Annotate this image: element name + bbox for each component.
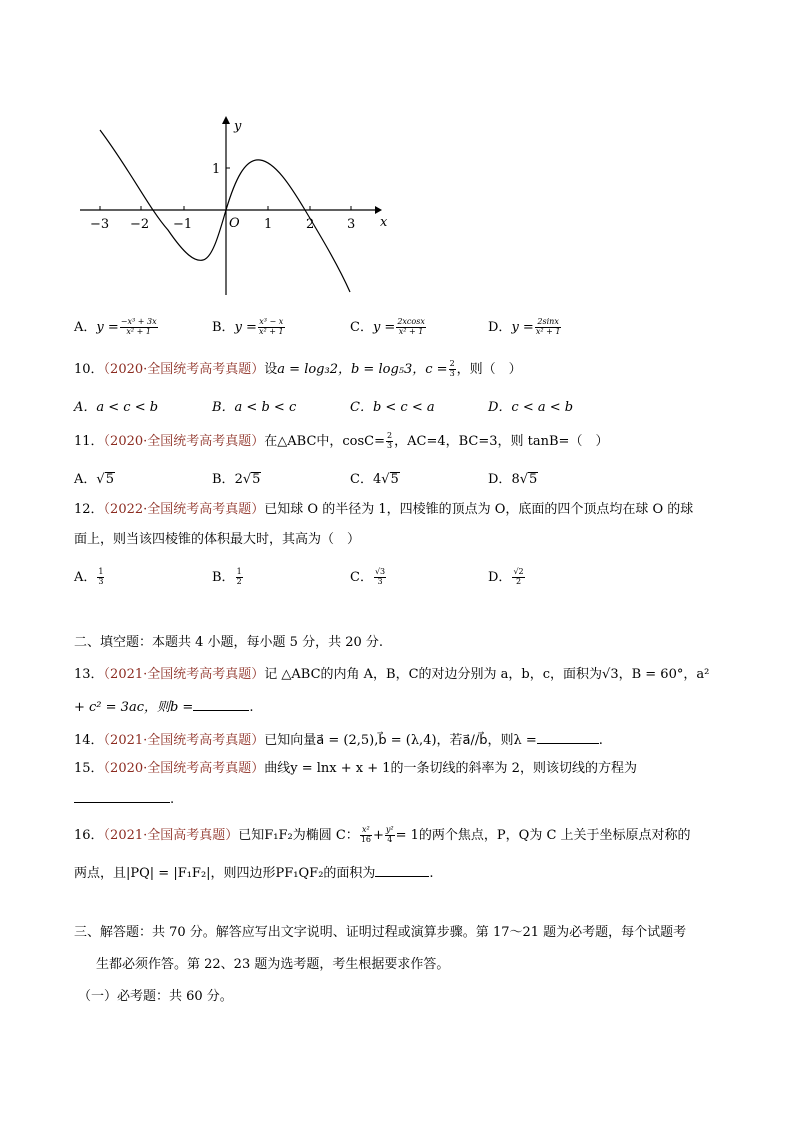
- answer-blank[interactable]: [74, 790, 170, 803]
- fraction: $\frac{2}{3}$: [449, 359, 455, 378]
- question-13-line2: + c² = 3ac，则b = .: [74, 700, 254, 715]
- function-graph: [70, 110, 400, 300]
- tick-label-3: 3: [347, 217, 356, 232]
- question-11: 11．（2020·全国统考高考真题）在△ABC中，cosC= $\frac{2}{3}$ ，AC=4，BC=3，则 tanB=（ ）: [74, 431, 609, 450]
- fraction: $\frac{2xcosx}{\text{x² + 1}}$: [397, 317, 425, 336]
- q9-option-b[interactable]: B．y = $\frac{\text{x³ − x}}{\text{x² + 1}}$: [212, 317, 284, 336]
- tick-label-1: 1: [264, 217, 273, 232]
- q9-option-d[interactable]: D．y = $\frac{2\sin x}{\text{x² + 1}}$: [488, 317, 561, 336]
- question-12-line2: 面上，则当该四棱锥的体积最大时，其高为（ ）: [74, 532, 361, 547]
- section-3-title: 三、解答题：共 70 分。解答应写出文字说明、证明过程或演算步骤。第 17～21 题为必考题，每个试题考: [74, 925, 687, 940]
- question-16-line2: 两点，且|PQ| = |F₁F₂|，则四边形PF₁QF₂的面积为 .: [74, 866, 434, 881]
- q10-option-b[interactable]: B．a < b < c: [212, 400, 297, 415]
- fraction: $\frac{\text{x²}}{16}$: [360, 825, 371, 844]
- y-axis-label: y: [234, 119, 242, 134]
- question-12: 12．（2022·全国统考高考真题）已知球 O 的半径为 1，四棱锥的顶点为 O，底面的四个顶点均在球 O 的球: [74, 502, 694, 517]
- q9-option-a[interactable]: A．y = $\frac{\text{−x³ + 3x}}{\text{x² + 1}}$: [74, 317, 157, 336]
- question-15: 15．（2020·全国统考高考真题）曲线y = lnx + x + 1的一条切线的斜率为 2，则该切线的方程为: [74, 761, 637, 776]
- q12-option-c[interactable]: C． $\frac{√3}{3}$: [350, 567, 386, 586]
- answer-blank[interactable]: [375, 864, 429, 877]
- fraction: $\frac{\text{x³ − x}}{\text{x² + 1}}$: [258, 317, 284, 336]
- fraction: $\frac{\text{y²}}{4}$: [385, 825, 394, 844]
- fraction: $\frac{2}{3}$: [387, 431, 393, 450]
- q11-option-d[interactable]: D．8√5: [488, 472, 538, 487]
- q12-option-a[interactable]: A． $\frac{1}{3}$: [74, 567, 104, 586]
- tick-label-y1: 1: [212, 162, 221, 177]
- q10-option-a[interactable]: A．a < c < b: [74, 400, 159, 415]
- question-14: 14．（2021·全国统考高考真题）已知向量a⃗ = (2,5),b⃗ = (λ,4)，若a⃗//b⃗，则λ = .: [74, 733, 603, 748]
- question-source: （2022·全国统考高考真题）: [103, 502, 265, 517]
- question-16: 16．（2021·全国高考真题）已知F₁F₂为椭圆 C： $\frac{\text{x²}}{16}$ + $\frac{\text{y²}}{4}$ = 1的两个焦点，P，Q为 C 上关于坐标原点对称的: [74, 825, 691, 844]
- question-13: 13．（2021·全国统考高考真题）记 △ABC的内角 A，B，C的对边分别为 a，b，c，面积为√3，B = 60°，a²: [74, 667, 710, 682]
- question-source: （2021·全国统考高考真题）: [103, 733, 265, 748]
- question-source: （2021·全国统考高考真题）: [103, 667, 265, 682]
- tick-label-neg3: −3: [90, 217, 110, 232]
- x-axis-arrow: [375, 206, 382, 214]
- answer-blank[interactable]: [537, 731, 599, 744]
- subsection-title: （一）必考题：共 60 分。: [78, 989, 233, 1004]
- tick-label-neg2: −2: [130, 217, 150, 232]
- question-10: 10．（2020·全国统考高考真题）设a = log₃2，b = log₅3，c = $\frac{2}{3}$ ，则（ ）: [74, 359, 522, 378]
- y-axis-arrow: [222, 116, 230, 124]
- tick-label-neg1: −1: [173, 217, 193, 232]
- q9-option-c[interactable]: C．y = $\frac{2xcosx}{\text{x² + 1}}$: [350, 317, 425, 336]
- section-2-title: 二、填空题：本题共 4 小题，每小题 5 分，共 20 分.: [74, 635, 384, 650]
- q10-option-c[interactable]: C．b < c < a: [350, 400, 435, 415]
- tick-label-2: 2: [306, 217, 315, 232]
- q11-option-c[interactable]: C．4√5: [350, 472, 399, 487]
- q12-option-b[interactable]: B． $\frac{1}{2}$: [212, 567, 242, 586]
- section-3-title-line2: 生都必须作答。第 22、23 题为选考题，考生根据要求作答。: [96, 957, 450, 972]
- origin-label: O: [229, 216, 240, 231]
- q11-option-a[interactable]: A．√5: [74, 472, 114, 487]
- question-source: （2020·全国统考高考真题）: [103, 361, 265, 377]
- q10-option-d[interactable]: D．c < a < b: [488, 400, 574, 415]
- question-source: （2020·全国统考高考真题）: [103, 761, 265, 776]
- question-source: （2020·全国统考高考真题）: [103, 433, 265, 449]
- question-source: （2021·全国高考真题）: [103, 827, 239, 843]
- q11-option-b[interactable]: B．2√5: [212, 472, 261, 487]
- x-axis-label: x: [380, 215, 388, 230]
- fraction: $\frac{2\sin x}{\text{x² + 1}}$: [535, 317, 561, 336]
- fraction: $\frac{\text{−x³ + 3x}}{\text{x² + 1}}$: [120, 317, 157, 336]
- function-curve: [100, 130, 350, 292]
- q12-option-d[interactable]: D． $\frac{√2}{2}$: [488, 567, 524, 586]
- question-15-line2: .: [74, 790, 174, 806]
- answer-blank[interactable]: [193, 698, 249, 711]
